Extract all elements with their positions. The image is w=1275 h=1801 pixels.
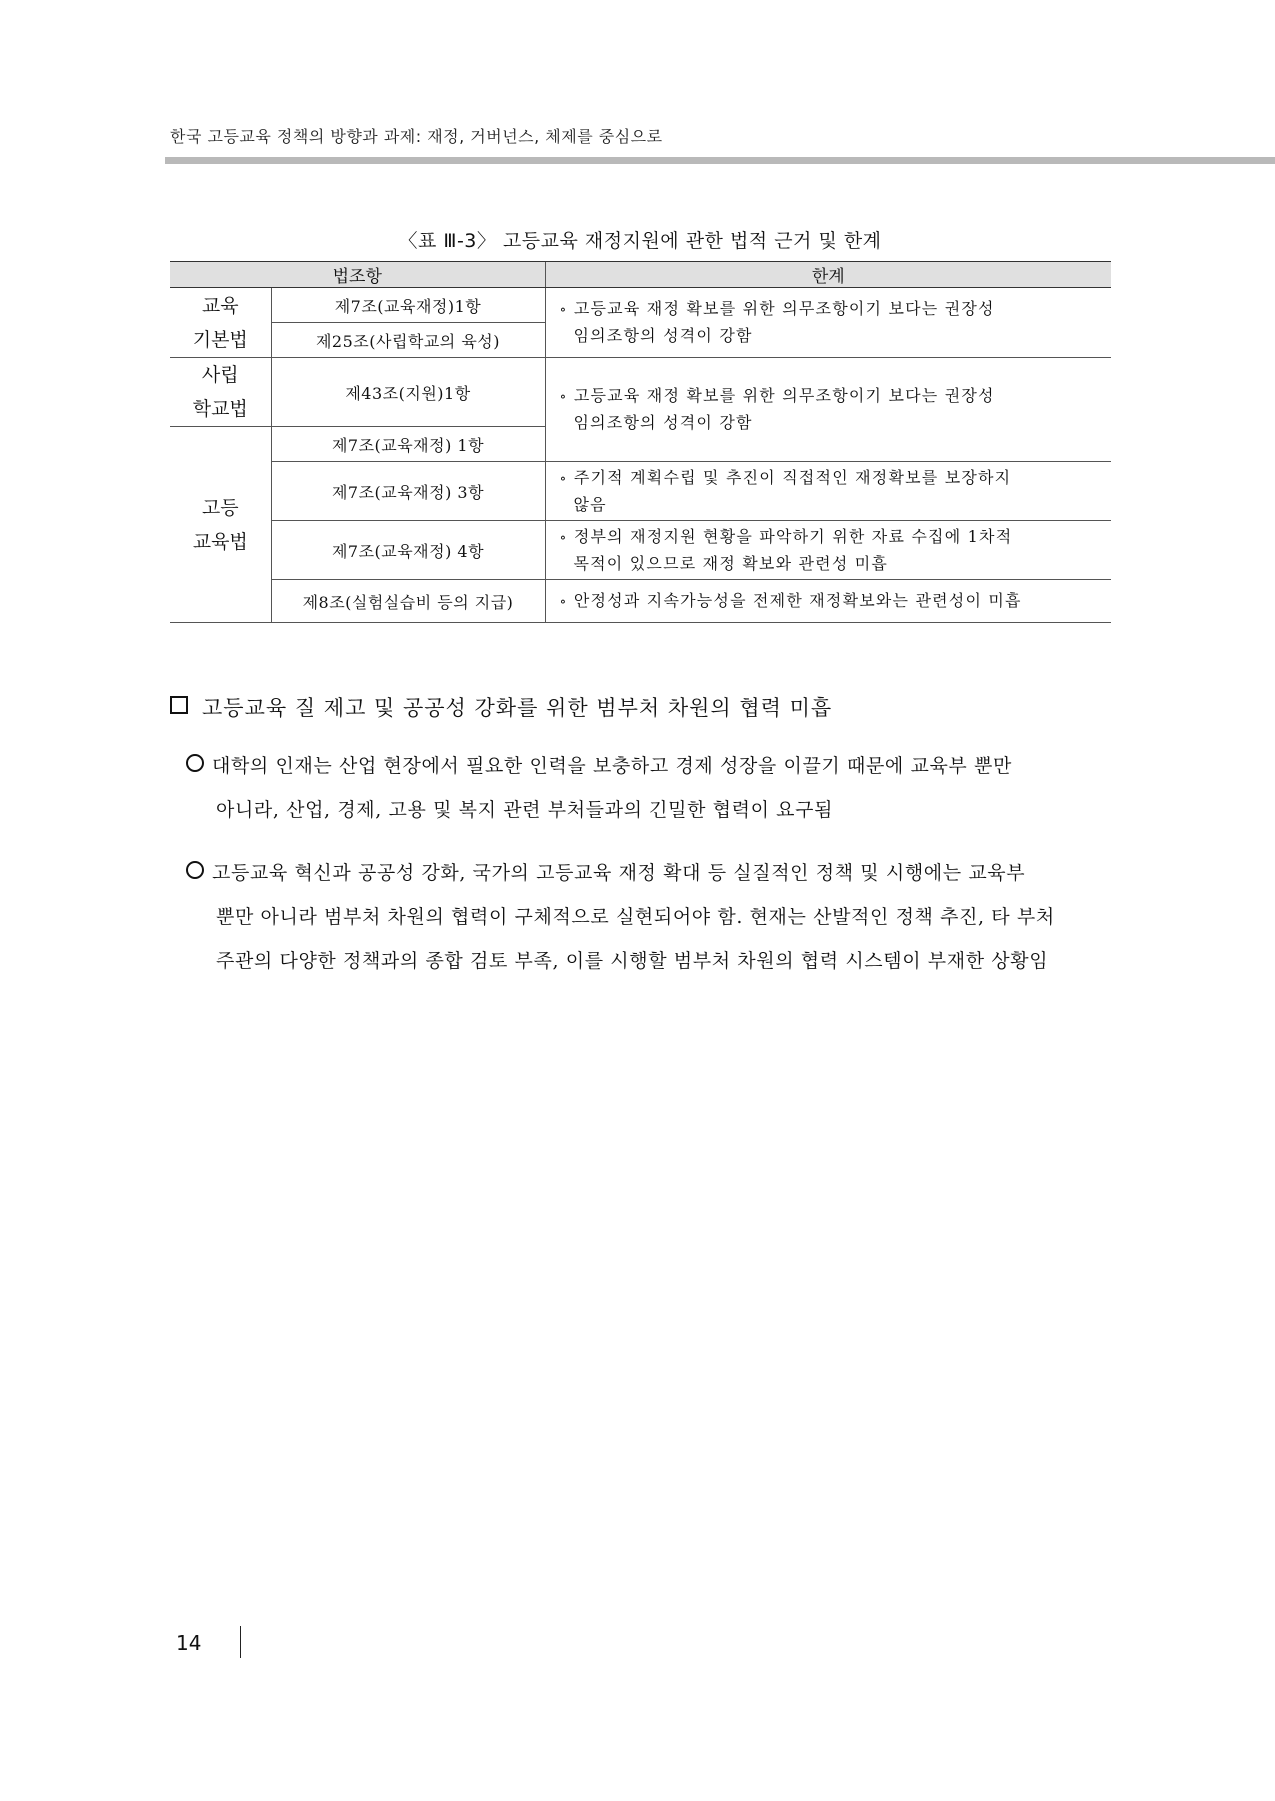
article-cell: 제43조(지원)1항 — [271, 358, 545, 427]
limit-cell: ∘ 고등교육 재정 확보를 위한 의무조항이기 보다는 권장성 임의조항의 성격이 강함 — [545, 288, 1111, 358]
paragraph-2: 고등교육 혁신과 공공성 강화, 국가의 고등교육 재정 확대 등 실질적인 정책 및 시행에는 교육부 뿐만 아니라 범부처 차원의 협력이 구체적으로 실현되어야 함. 현재는 산발적인 정책 추진, 타 부처 주관의 다양한 정책과의 종합 검토 부족, 이를 시행할 범부처 차원의 협력 시스템이 부재한 상황임 — [186, 851, 1110, 983]
article-cell: 제7조(교육재정)1항 — [271, 288, 545, 323]
group-higher-education-act: 고등 교육법 — [170, 427, 271, 623]
table-row — [170, 288, 1111, 323]
limit-cell: ∘ 주기적 계획수립 및 추진이 직접적인 재정확보를 보장하지 않음 — [545, 462, 1111, 521]
header-law-article: 법조항 — [170, 262, 545, 288]
table-row — [170, 521, 1111, 580]
paragraph-1: 대학의 인재는 산업 현장에서 필요한 인력을 보충하고 경제 성장을 이끌기 때문에 교육부 뿐만 아니라, 산업, 경제, 고용 및 복지 관련 부처들과의 긴밀한 협력이 요구됨 — [186, 744, 1110, 832]
circle-bullet-icon — [186, 754, 204, 772]
limit-cell: ∘ 안정성과 지속가능성을 전제한 재정확보와는 관련성이 미흡 — [545, 580, 1111, 623]
page-number: 14 — [176, 1631, 202, 1655]
table-header-row — [170, 262, 1111, 288]
group-education-basic-act: 교육 기본법 — [170, 288, 271, 358]
article-cell: 제7조(교육재정) 1항 — [271, 427, 545, 462]
limit-cell: ∘ 정부의 재정지원 현황을 파악하기 위한 자료 수집에 1차적 목적이 있으므로 재정 확보와 관련성 미흡 — [545, 521, 1111, 580]
legal-basis-table — [170, 261, 1111, 623]
table-caption: 〈표 Ⅲ-3〉 고등교육 재정지원에 관한 법적 근거 및 한계 — [398, 230, 882, 252]
header-rule — [165, 157, 1275, 164]
running-header: 한국 고등교육 정책의 방향과 과제: 재정, 거버넌스, 체제를 중심으로 — [170, 127, 663, 146]
article-cell: 제7조(교육재정) 3항 — [271, 462, 545, 521]
group-private-school-act: 사립 학교법 — [170, 358, 271, 427]
article-cell: 제25조(사립학교의 육성) — [271, 323, 545, 358]
table-row — [170, 580, 1111, 623]
table-row — [170, 358, 1111, 427]
section-heading: 고등교육 질 제고 및 공공성 강화를 위한 범부처 차원의 협력 미흡 — [170, 692, 832, 722]
page-number-divider — [240, 1626, 241, 1658]
circle-bullet-icon — [186, 861, 204, 879]
limit-cell: ∘ 고등교육 재정 확보를 위한 의무조항이기 보다는 권장성 임의조항의 성격이 강함 — [545, 358, 1111, 462]
table-row — [170, 462, 1111, 521]
checkbox-square-icon — [170, 696, 188, 714]
header-limit: 한계 — [545, 262, 1111, 288]
article-cell: 제8조(실험실습비 등의 지급) — [271, 580, 545, 623]
article-cell: 제7조(교육재정) 4항 — [271, 521, 545, 580]
